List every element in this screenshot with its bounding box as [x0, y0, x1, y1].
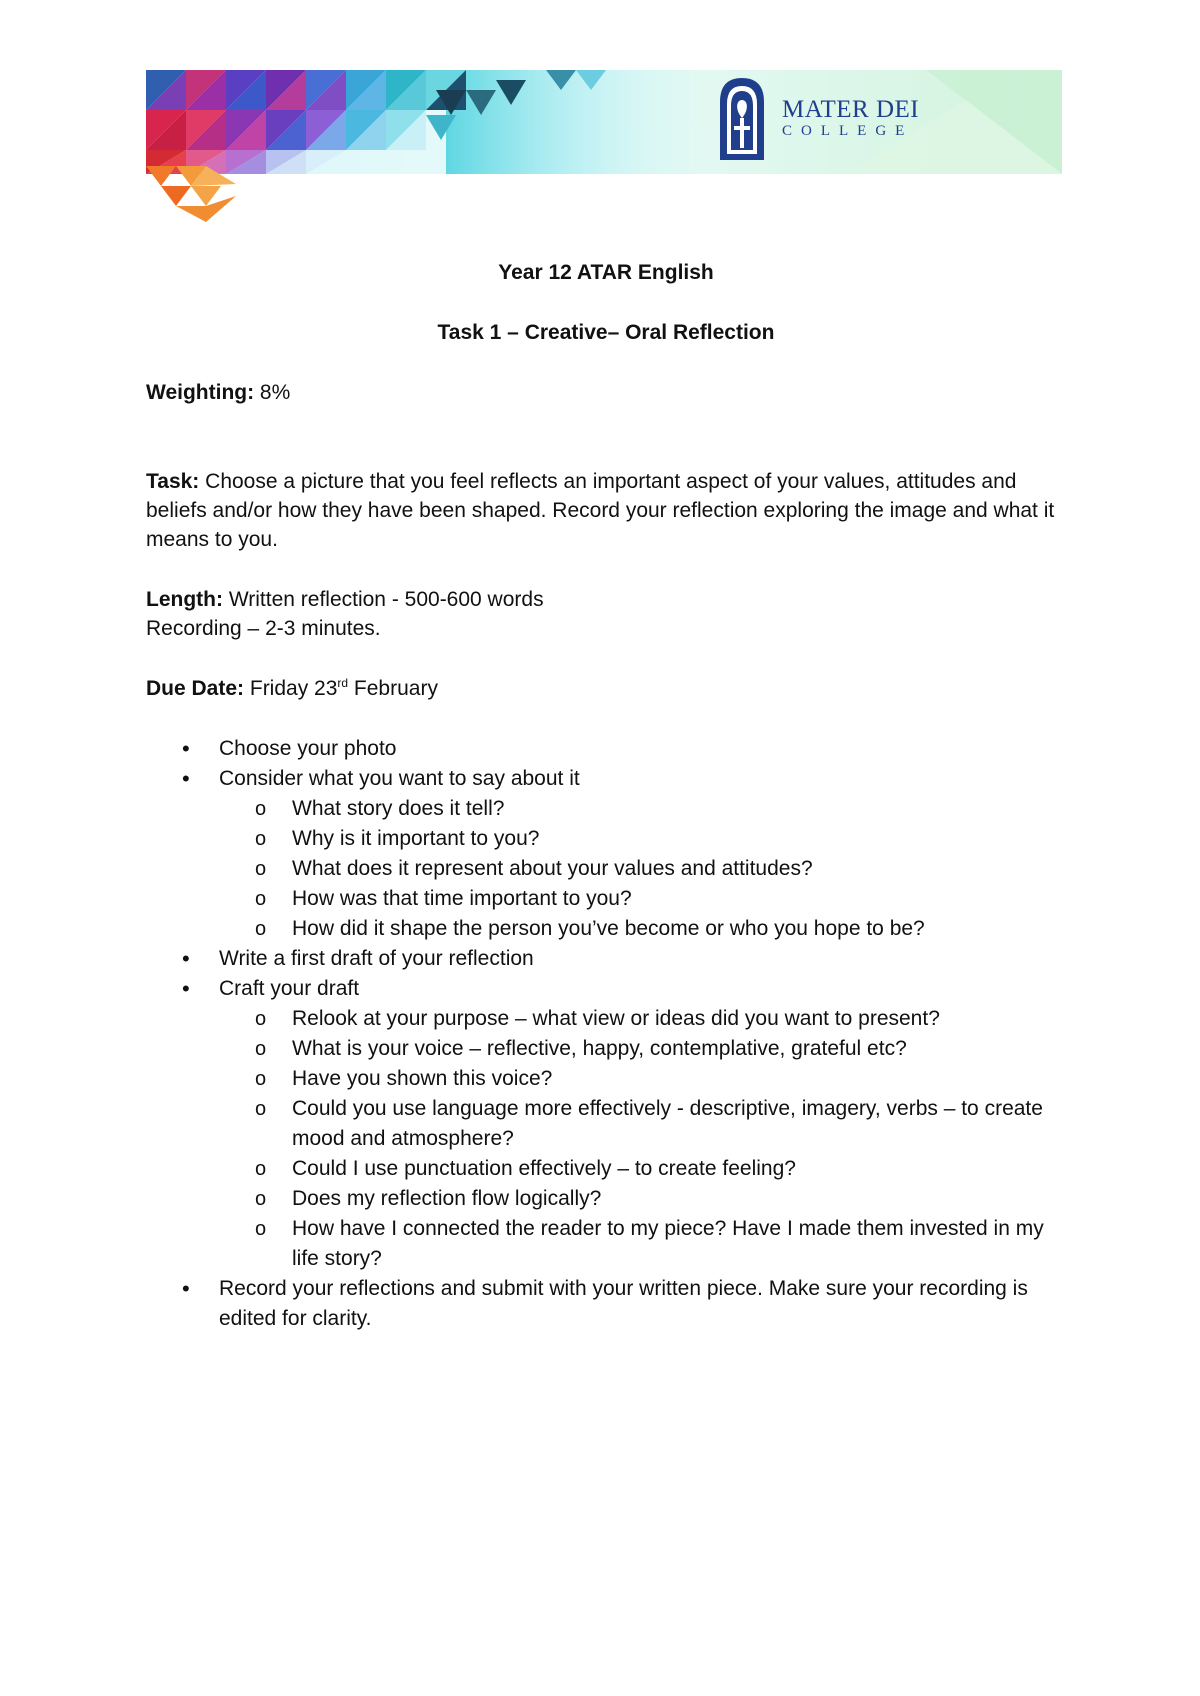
circle-bullet-icon: o [255, 798, 267, 820]
sub-list-item [219, 884, 1066, 914]
circle-bullet-icon: o [255, 1008, 267, 1030]
sub-step-text: What does it represent about your values and attitudes? [292, 857, 813, 880]
step-text: Record your reflections and submit with your written piece. Make sure your recording is edited for clarity. [219, 1277, 1028, 1330]
sub-list-item [219, 1064, 1066, 1094]
logo-subtitle: COLLEGE [782, 123, 914, 139]
bullet-icon: • [182, 976, 190, 1001]
weighting-value: 8% [254, 381, 291, 404]
circle-bullet-icon: o [255, 1068, 267, 1090]
sub-step-text: How did it shape the person you’ve become or who you hope to be? [292, 917, 925, 940]
weighting-label: Weighting: [146, 381, 255, 404]
due-date-suffix: rd [337, 676, 349, 690]
bullet-icon: • [182, 946, 190, 971]
banner-graphic [146, 70, 1062, 174]
list-item [146, 734, 1066, 764]
step-text: Write a first draft of your reflection [219, 947, 534, 970]
sub-list [219, 794, 1066, 944]
circle-bullet-icon: o [255, 858, 267, 880]
list-item [146, 974, 1066, 1274]
sub-list-item [219, 794, 1066, 824]
list-item [146, 944, 1066, 974]
college-logo [714, 76, 919, 160]
document-body [146, 258, 1066, 1334]
recording-line: Recording – 2-3 minutes. [146, 617, 381, 640]
sub-step-text: Could you use language more effectively - descriptive, imagery, verbs – to create mood and atmosphere? [292, 1097, 1043, 1150]
sub-list-item [219, 824, 1066, 854]
sub-step-text: How was that time important to you? [292, 887, 632, 910]
logo-name: MATER DEI [782, 96, 920, 123]
due-date-month: February [348, 677, 438, 700]
circle-bullet-icon: o [255, 888, 267, 910]
sub-step-text: What story does it tell? [292, 797, 505, 820]
sub-step-text: Relook at your purpose – what view or ideas did you want to present? [292, 1007, 940, 1030]
step-text: Choose your photo [219, 737, 397, 760]
due-date-label: Due Date: [146, 677, 245, 700]
task-text: Choose a picture that you feel reflects an important aspect of your values, attitudes and beliefs and/or how they have been shaped. Record your reflection exploring the image and what it means to you. [146, 470, 1055, 551]
circle-bullet-icon: o [255, 828, 267, 850]
sub-step-text: How have I connected the reader to my piece? Have I made them invested in my life story? [292, 1217, 1044, 1270]
steps-list [146, 734, 1066, 1334]
circle-bullet-icon: o [255, 918, 267, 940]
orange-accent-graphic [146, 166, 246, 222]
list-item [146, 1274, 1066, 1334]
sub-list-item [219, 1184, 1066, 1214]
step-text: Consider what you want to say about it [219, 767, 580, 790]
sub-list-item [219, 1214, 1066, 1274]
bullet-icon: • [182, 1276, 190, 1301]
circle-bullet-icon: o [255, 1218, 267, 1240]
task-paragraph [146, 467, 1066, 554]
sub-step-text: Why is it important to you? [292, 827, 540, 850]
circle-bullet-icon: o [255, 1098, 267, 1120]
circle-bullet-icon: o [255, 1038, 267, 1060]
sub-list [219, 1004, 1066, 1274]
sub-step-text: What is your voice – reflective, happy, contemplative, grateful etc? [292, 1037, 907, 1060]
sub-list-item [219, 1154, 1066, 1184]
circle-bullet-icon: o [255, 1158, 267, 1180]
header-banner [146, 70, 1062, 174]
due-date-text: Friday 23 [244, 677, 338, 700]
task-label: Task: [146, 470, 200, 493]
length-line [146, 585, 1066, 614]
list-item [146, 764, 1066, 944]
circle-bullet-icon: o [255, 1188, 267, 1210]
sub-list-item [219, 914, 1066, 944]
weighting-line [146, 378, 1066, 407]
sub-step-text: Have you shown this voice? [292, 1067, 553, 1090]
step-text: Craft your draft [219, 977, 360, 1000]
due-date-line [146, 674, 1066, 703]
sub-list-item [219, 854, 1066, 884]
length-text: Written reflection - 500-600 words [222, 588, 544, 611]
sub-step-text: Does my reflection flow logically? [292, 1187, 602, 1210]
document-subtitle: Task 1 – Creative– Oral Reflection [437, 321, 775, 344]
sub-list-item [219, 1034, 1066, 1064]
document-title: Year 12 ATAR English [498, 261, 714, 284]
college-crest-icon [714, 76, 770, 160]
sub-step-text: Could I use punctuation effectively – to create feeling? [292, 1157, 796, 1180]
length-label: Length: [146, 588, 223, 611]
sub-list-item [219, 1004, 1066, 1034]
sub-list-item [219, 1094, 1066, 1154]
bullet-icon: • [182, 736, 190, 761]
bullet-icon: • [182, 766, 190, 791]
